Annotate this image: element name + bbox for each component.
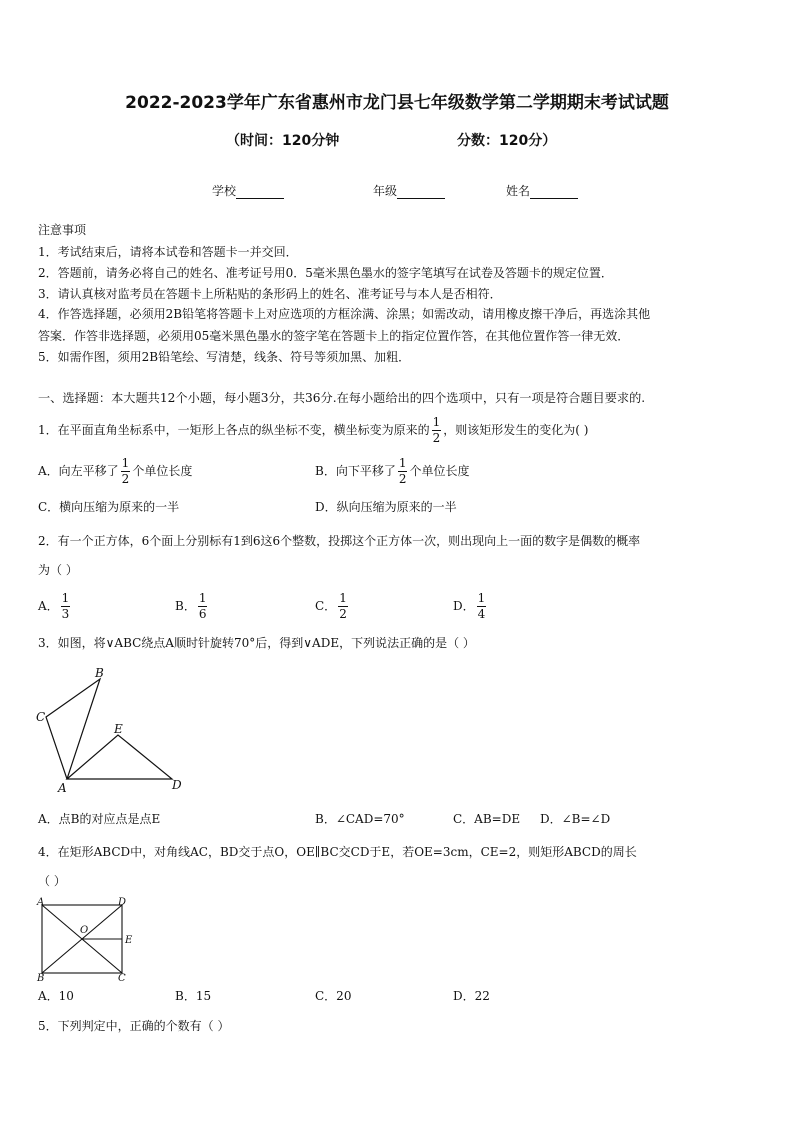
notes-heading: 注意事项	[38, 223, 87, 237]
name-blank	[530, 186, 578, 199]
fraction: $\frac{1}{4}$	[477, 591, 486, 621]
page-title: 2022-2023学年广东省惠州市龙门县七年级数学第二学期期末考试试题	[125, 93, 669, 113]
question-3-option-b[interactable]: B．∠CAD=70°	[315, 812, 405, 826]
name-field	[506, 182, 578, 199]
label-o: O	[80, 925, 89, 936]
fraction: $\frac{1}{2}$	[432, 415, 441, 445]
label-e: E	[114, 722, 123, 736]
fraction: $\frac{1}{3}$	[61, 591, 70, 621]
school-label: 学校	[212, 184, 237, 198]
question-2-option-d[interactable]: D． $\frac{1}{4}$	[453, 591, 486, 621]
question-1-option-a[interactable]: A．向左平移了 $\frac{1}{2}$ 个单位长度	[38, 456, 193, 486]
label-c: C	[36, 710, 46, 724]
label-d: D	[118, 897, 127, 908]
question-1-option-b[interactable]: B．向下平移了 $\frac{1}{2}$ 个单位长度	[315, 456, 470, 486]
question-4-option-a[interactable]: A．10	[38, 989, 74, 1003]
question-4-option-c[interactable]: C．20	[315, 989, 352, 1003]
label-c: C	[118, 973, 126, 983]
question-2-stem-cont: 为（ ）	[38, 563, 78, 577]
note-item: 2．答题前，请务必将自己的姓名、准考证号用0．5毫米黑色墨水的签字笔填写在试卷及答题卡的规定位置．	[38, 266, 613, 280]
fraction: $\frac{1}{6}$	[198, 591, 207, 621]
question-2-option-a[interactable]: A． $\frac{1}{3}$	[38, 591, 70, 621]
question-2-stem: 2．有一个正方体，6个面上分别标有1到6这6个整数，投掷这个正方体一次，则出现向上一面的数字是偶数的概率	[38, 534, 641, 548]
note-item: 3．请认真核对监考员在答题卡上所粘贴的条形码上的姓名、准考证号与本人是否相符．	[38, 287, 502, 301]
fraction: $\frac{1}{2}$	[339, 591, 347, 621]
question-1-option-d[interactable]: D．纵向压缩为原来的一半	[315, 500, 457, 514]
grade-label: 年级	[373, 184, 398, 198]
question-3-stem: 3．如图，将∨ABC绕点A顺时针旋转70°后，得到∨ADE，下列说法正确的是（ ）	[38, 636, 475, 650]
rotation-triangle-figure	[30, 663, 200, 795]
grade-field	[373, 182, 445, 199]
note-item: 1．考试结束后，请将本试卷和答题卡一并交回．	[38, 245, 298, 259]
grade-blank	[397, 186, 445, 199]
question-1-stem: 1．在平面直角坐标系中，一矩形上各点的纵坐标不变，横坐标变为原来的 $\frac{1}{2}$ ，则该矩形发生的变化为( )	[38, 415, 589, 445]
name-label: 姓名	[506, 184, 531, 198]
exam-time: （时间：120分钟	[226, 133, 340, 149]
school-field	[212, 182, 284, 199]
question-3-option-a[interactable]: A．点B的对应点是点E	[38, 812, 161, 826]
label-e: E	[125, 935, 133, 946]
label-a: A	[58, 781, 67, 795]
question-4-option-d[interactable]: D．22	[453, 989, 490, 1003]
label-a: A	[37, 897, 45, 908]
question-4-stem-cont: （ ）	[38, 874, 66, 888]
exam-score: 分数：120分）	[457, 133, 557, 149]
question-3-option-c[interactable]: C．AB=DE	[453, 812, 521, 826]
question-3-option-d[interactable]: D．∠B=∠D	[540, 812, 611, 826]
question-2-option-b[interactable]: B． $\frac{1}{6}$	[175, 591, 207, 621]
question-2-option-c[interactable]: C． $\frac{1}{2}$	[315, 591, 347, 621]
triangle-abc	[46, 679, 100, 779]
question-4-stem: 4．在矩形ABCD中，对角线AC，BD交于点O，OE∥BC交CD于E，若OE=3cm，CE=2，则矩形ABCD的周长	[38, 845, 637, 859]
note-item: 答案．作答非选择题，必须用05毫米黑色墨水的签字笔在答题卡上的指定位置作答，在其他位置作答一律无效．	[38, 329, 630, 343]
rectangle-figure	[34, 895, 144, 983]
triangle-ade	[67, 735, 172, 779]
note-item: 5．如需作图，须用2B铅笔绘、写清楚，线条、符号等须加黑、加粗．	[38, 350, 411, 364]
label-d: D	[172, 778, 182, 792]
school-blank	[236, 186, 284, 199]
question-4-option-b[interactable]: B．15	[175, 989, 212, 1003]
label-b: B	[95, 666, 104, 680]
label-b: B	[37, 973, 45, 983]
fraction: $\frac{1}{2}$	[398, 456, 407, 486]
fraction: $\frac{1}{2}$	[121, 456, 130, 486]
note-item: 4．作答选择题，必须用2B铅笔将答题卡上对应选项的方框涂满、涂黑；如需改动，请用橡皮擦干净后，再选涂其他	[38, 307, 651, 321]
section-heading: 一、选择题：本大题共12个小题，每小题3分，共36分.在每小题给出的四个选项中，只有一项是符合题目要求的.	[38, 391, 646, 405]
question-1-option-c[interactable]: C．横向压缩为原来的一半	[38, 500, 180, 514]
question-5-stem: 5．下列判定中，正确的个数有（ ）	[38, 1019, 230, 1033]
